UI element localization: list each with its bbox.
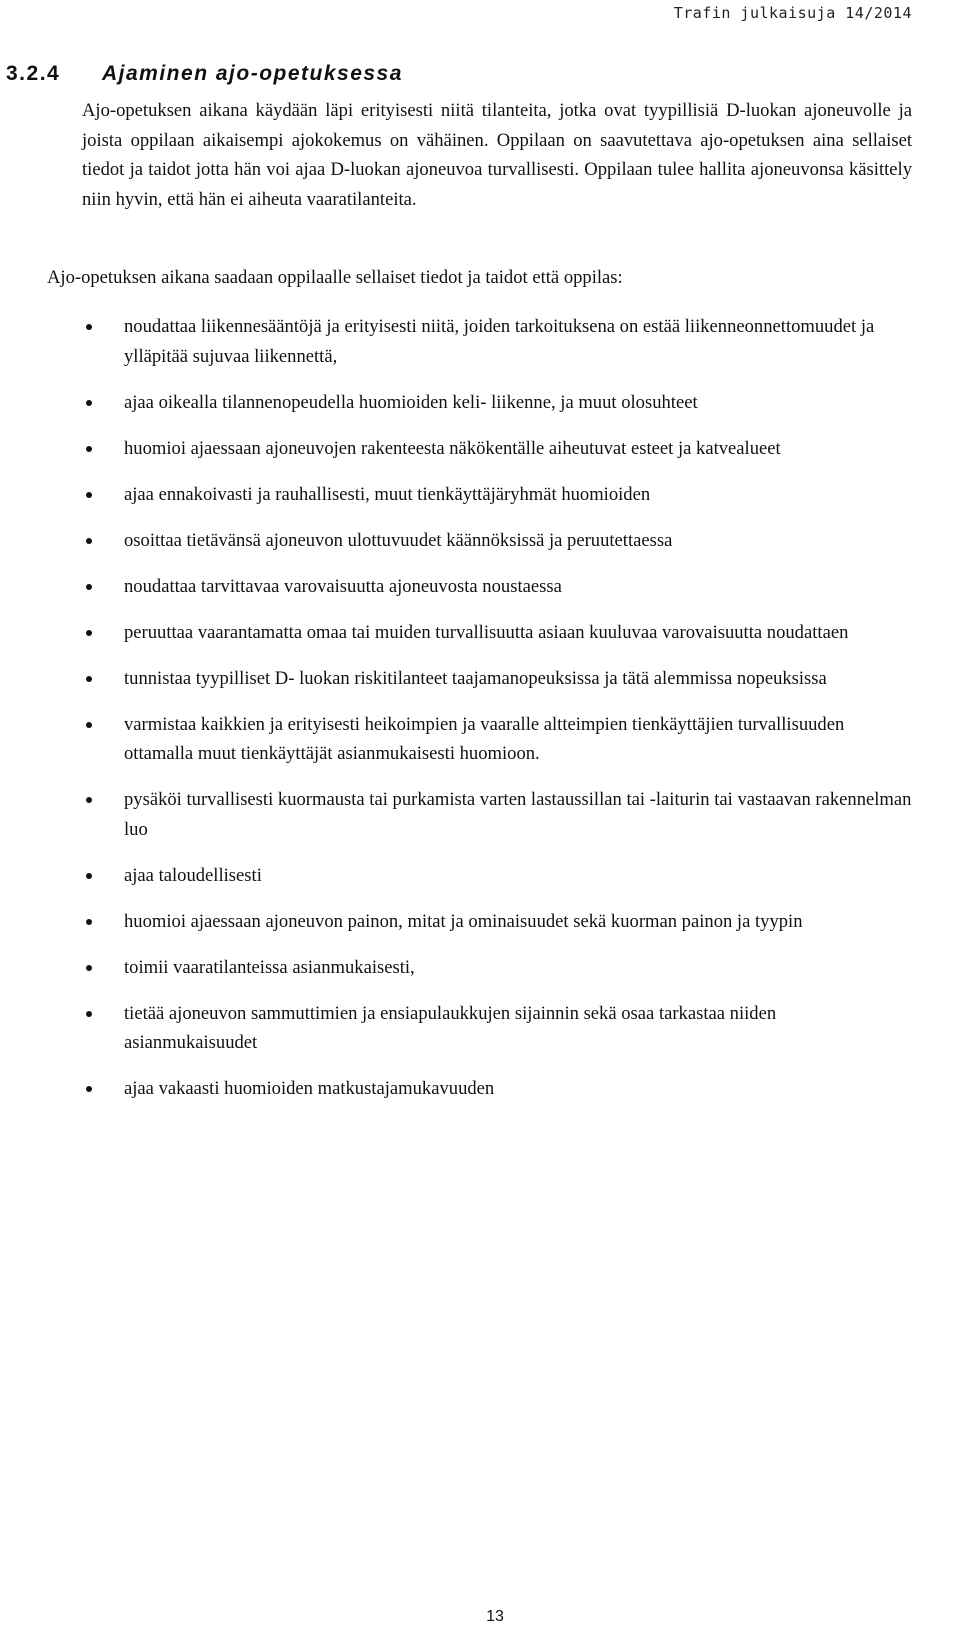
intro-paragraph: Ajo-opetuksen aikana käydään läpi erityisesti niitä tilanteita, jotka ovat tyypillisiä D-luokan ajoneuvolle ja joista oppilaan aikaisempi ajokokemus on vähäinen. Oppilaan on saavutettava ajo-opetuksen aina sellaiset tiedot ja taidot jotta hän voi ajaa D-luokan ajoneuvoa turvallisesti. Oppilaan tulee hallita ajoneuvonsa käsittely niin hyvin, että hän ei aiheuta vaaratilanteita. [82, 100, 912, 210]
list-item-text: tietää ajoneuvon sammuttimien ja ensiapulaukkujen sijainnin sekä osaa tarkastaa niiden asianmukaisuudet [124, 1002, 777, 1053]
bullet-icon [86, 722, 92, 728]
list-item-text: tunnistaa tyypilliset D- luokan riskitilanteet taajamanopeuksissa ja tätä alemmissa nopeuksissa [124, 667, 827, 689]
bullet-icon [86, 1011, 92, 1017]
list-item [82, 664, 912, 694]
list-item-text: huomioi ajaessaan ajoneuvojen rakenteesta näkökentälle aiheutuvat esteet ja katvealueet [124, 437, 781, 459]
bullet-icon [86, 492, 92, 498]
list-item [82, 434, 912, 464]
bullet-icon [86, 324, 92, 330]
list-item-text: huomioi ajaessaan ajoneuvon painon, mitat ja ominaisuudet sekä kuorman painon ja tyypin [124, 910, 803, 932]
list-item-text: peruuttaa vaarantamatta omaa tai muiden turvallisuutta asiaan kuuluvaa varovaisuutta noudattaen [124, 621, 849, 643]
skills-list [82, 312, 912, 1120]
bullet-icon [86, 873, 92, 879]
list-item [82, 618, 912, 648]
bullet-icon [86, 538, 92, 544]
bullet-icon [86, 1086, 92, 1092]
list-item-text: ajaa vakaasti huomioiden matkustajamukavuuden [124, 1078, 495, 1099]
list-item [82, 907, 912, 937]
list-item [82, 312, 912, 371]
list-item-text: noudattaa liikennesääntöjä ja erityisesti niitä, joiden tarkoituksena on estää liikenneonnettomuudet ja ylläpitää sujuvaa liikennettä, [124, 316, 875, 367]
list-item-text: ajaa ennakoivasti ja rauhallisesti, muut tienkäyttäjäryhmät huomioiden [124, 483, 651, 505]
list-item [82, 480, 912, 510]
list-item [82, 572, 912, 602]
list-item-text: ajaa taloudellisesti [124, 864, 262, 886]
bullet-icon [86, 797, 92, 803]
bullet-icon [86, 584, 92, 590]
section-title: Ajaminen ajo-opetuksessa [102, 62, 403, 85]
list-item [82, 526, 912, 556]
list-item [82, 999, 912, 1058]
list-item [82, 785, 912, 844]
list-item-text: pysäköi turvallisesti kuormausta tai purkamista varten lastaussillan tai -laiturin tai vastaavan rakennelman luo [124, 789, 912, 840]
bullet-icon [86, 676, 92, 682]
bullet-icon [86, 630, 92, 636]
running-header: Trafin julkaisuja 14/2014 [673, 4, 912, 22]
section-heading [6, 62, 403, 86]
list-item [82, 1074, 912, 1104]
list-item [82, 953, 912, 983]
list-item-text: noudattaa tarvittavaa varovaisuutta ajoneuvosta noustaessa [124, 575, 562, 597]
list-item-text: toimii vaaratilanteissa asianmukaisesti, [124, 956, 415, 978]
page-number: 13 [486, 1608, 504, 1625]
bullet-icon [86, 446, 92, 452]
list-item-text: varmistaa kaikkien ja erityisesti heikoimpien ja vaaralle altteimpien tienkäyttäjien turvallisuuden ottamalla muut tienkäyttäjät asianmukaisesti huomioon. [124, 713, 845, 764]
list-item [82, 388, 912, 418]
list-item [82, 861, 912, 891]
list-item-text: ajaa oikealla tilannenopeudella huomioiden keli- liikenne, ja muut olosuhteet [124, 391, 698, 413]
bullet-icon [86, 965, 92, 971]
list-item [82, 710, 912, 769]
section-number: 3.2.4 [6, 62, 61, 85]
lead-sentence: Ajo-opetuksen aikana saadaan oppilaalle sellaiset tiedot ja taidot että oppilas: [47, 267, 623, 288]
bullet-icon [86, 400, 92, 406]
list-item-text: osoittaa tietävänsä ajoneuvon ulottuvuudet käännöksissä ja peruutettaessa [124, 529, 673, 551]
bullet-icon [86, 919, 92, 925]
